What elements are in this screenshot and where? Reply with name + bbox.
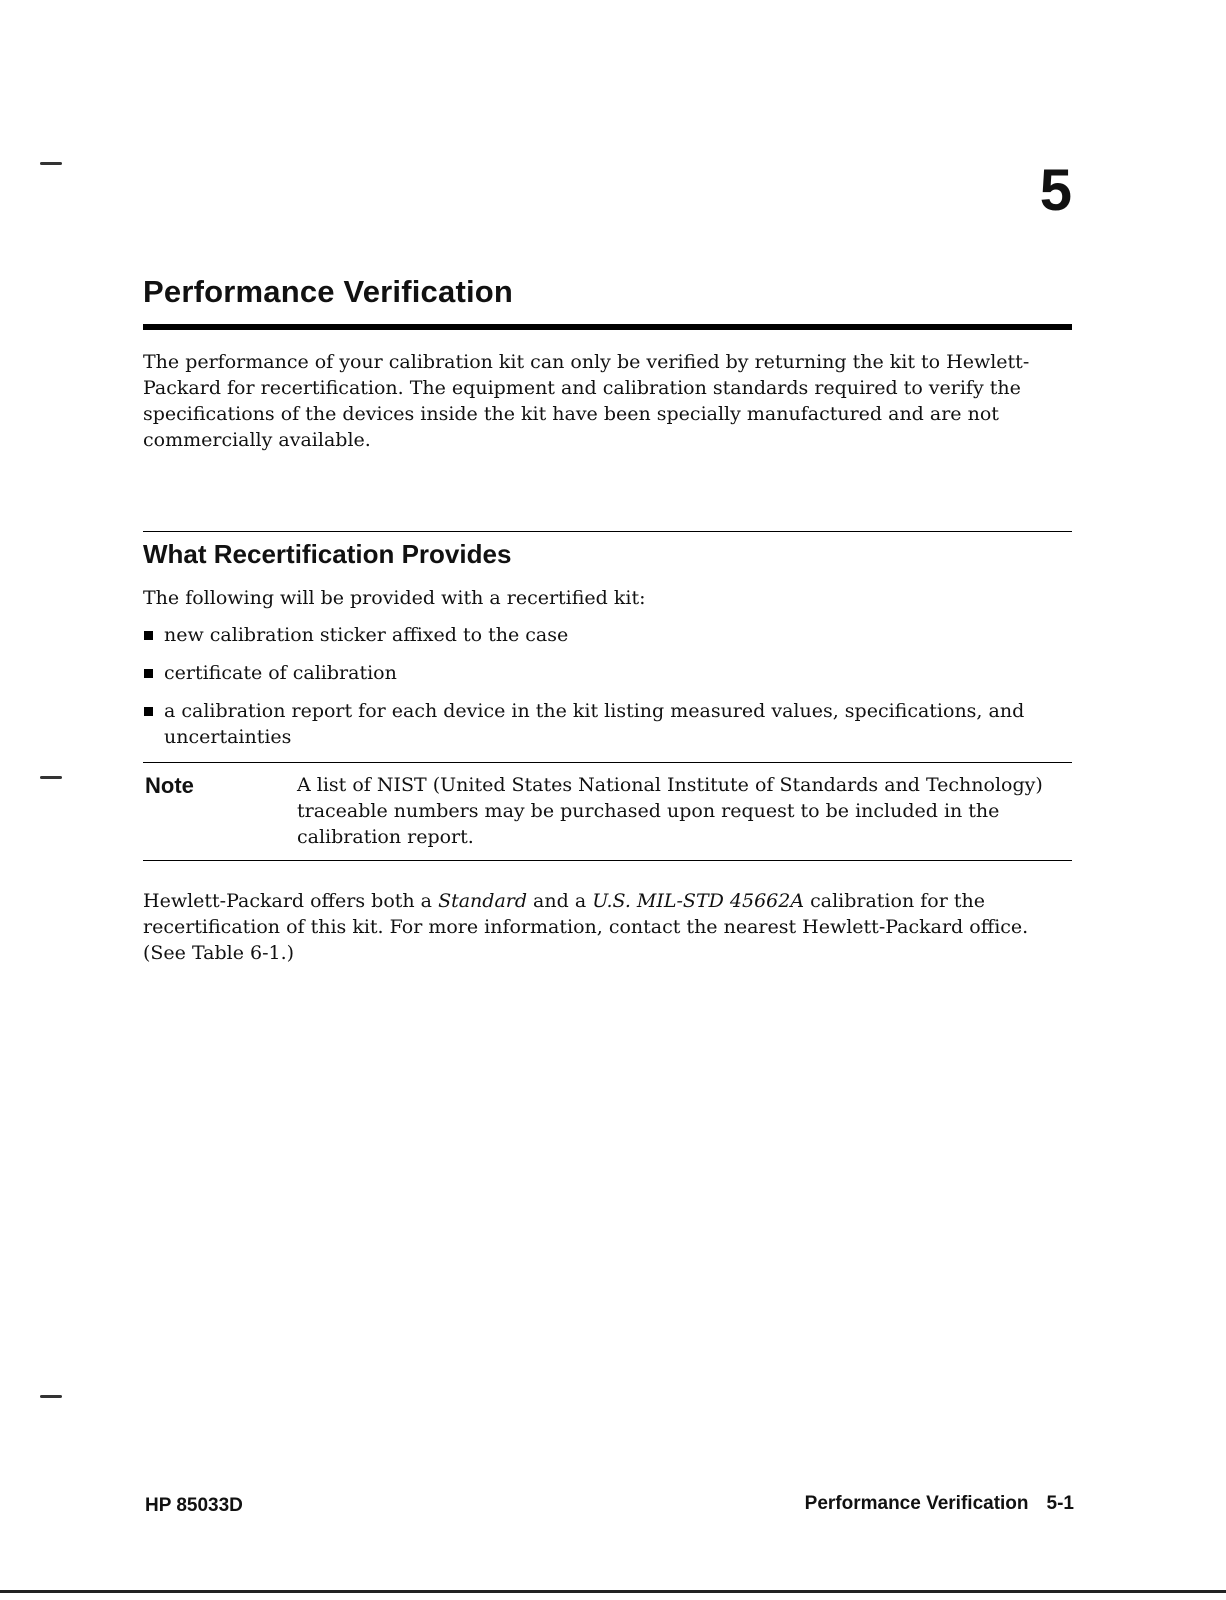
margin-mark (40, 1395, 62, 1398)
bottom-rule (0, 1590, 1226, 1593)
closing-text: calibration for the recertification of this kit. For more information, contact the nearest Hewlett-Packard office. (See Table 6-1.) (143, 890, 1029, 964)
section-rule (143, 531, 1072, 532)
note-top-rule (143, 762, 1072, 763)
list-item-text: a calibration report for each device in the kit listing measured values, specifications, and uncertainties (164, 700, 1025, 748)
square-bullet-icon (144, 631, 153, 640)
page-number: 5-1 (1046, 1493, 1074, 1514)
closing-paragraph (143, 888, 1073, 966)
chapter-title: Performance Verification (143, 274, 514, 309)
footer-model: HP 85033D (145, 1495, 243, 1516)
section-heading: What Recertification Provides (143, 539, 512, 569)
footer-running-title (805, 1494, 1074, 1513)
list-item (143, 698, 1073, 750)
margin-mark (40, 162, 62, 165)
note-bottom-rule (143, 860, 1072, 861)
section-lead: The following will be provided with a recertified kit: (143, 587, 646, 609)
footer-section-title: Performance Verification (804, 1493, 1029, 1514)
note-text: A list of NIST (United States National Institute of Standards and Technology) traceable numbers may be purchased upon request to be included in the calibration report. (297, 774, 1043, 848)
margin-mark (40, 776, 62, 779)
square-bullet-icon (144, 669, 153, 678)
intro-paragraph: The performance of your calibration kit can only be verified by returning the kit to Hewlett-Packard for recertification. The equipment and calibration standards required to verify the specifications of the devices inside the kit have been specially manufactured and are not commercially available. (143, 351, 1030, 451)
closing-text: Hewlett-Packard offers both a (143, 890, 439, 912)
bullet-list (143, 622, 1073, 762)
chapter-number: 5 (1039, 158, 1072, 223)
mil-std-term: U.S. MIL-STD 45662A (592, 890, 805, 912)
title-rule (143, 324, 1072, 330)
list-item-text: certificate of calibration (164, 662, 397, 684)
list-item-text: new calibration sticker affixed to the case (164, 624, 569, 646)
square-bullet-icon (144, 707, 153, 716)
list-item (143, 660, 1073, 686)
note-label: Note (145, 773, 194, 798)
standard-term: Standard (438, 890, 528, 912)
list-item (143, 622, 1073, 648)
closing-text: and a (527, 890, 593, 912)
